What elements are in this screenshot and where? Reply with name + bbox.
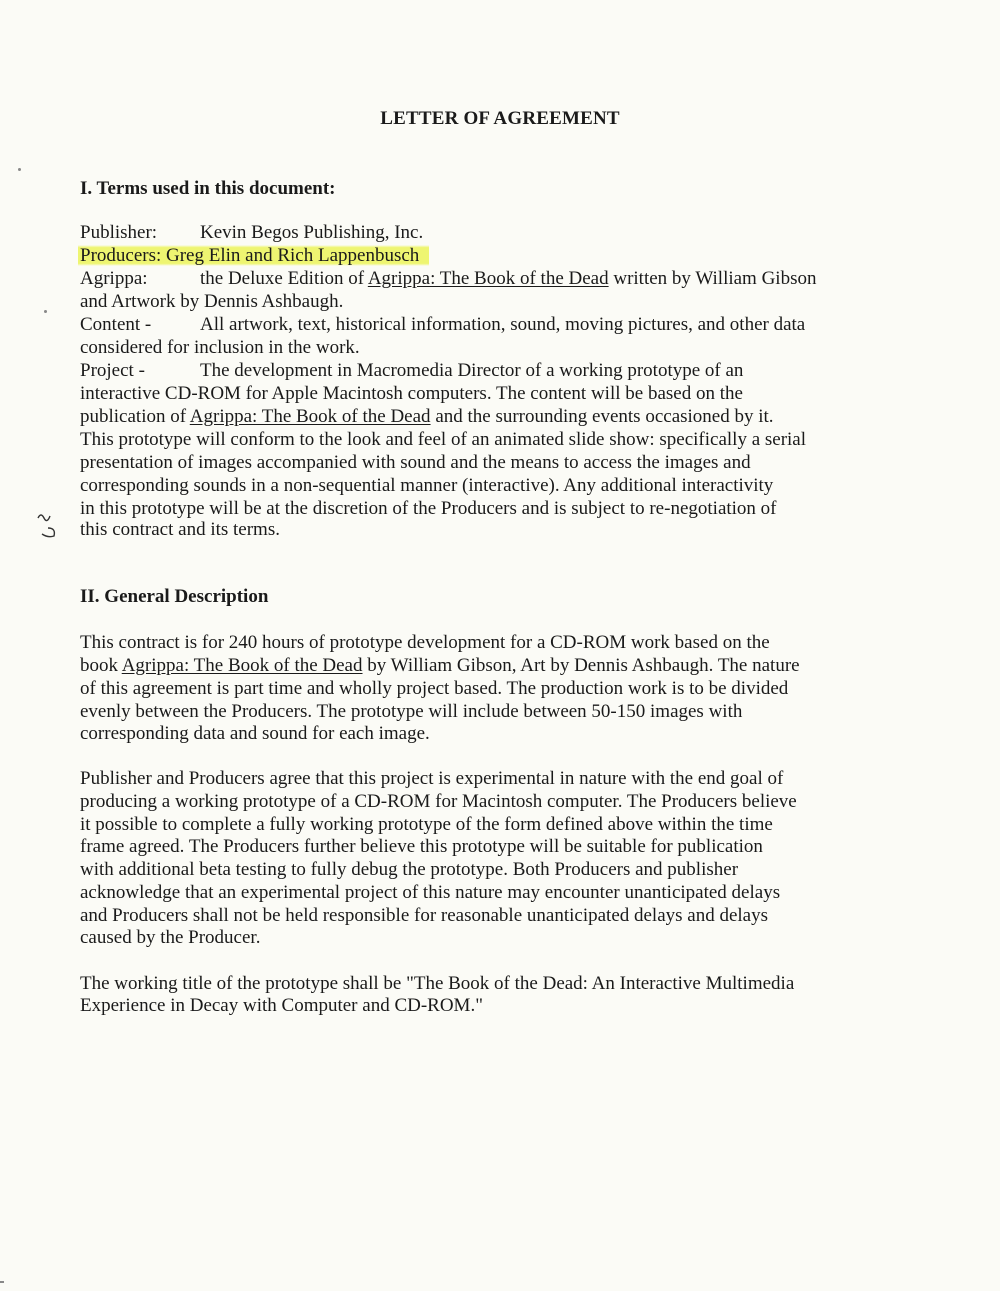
project-term bbox=[80, 360, 743, 382]
publisher-term bbox=[80, 222, 423, 244]
section-2-heading: II. General Description bbox=[80, 586, 269, 607]
content-label: Content - bbox=[80, 314, 152, 335]
p2-line-8: caused by the Producer. bbox=[80, 927, 261, 948]
p1-line-4: evenly between the Producers. The prototype will include between 50-150 images with bbox=[80, 701, 743, 722]
p1-line-5: corresponding data and sound for each image. bbox=[80, 723, 430, 744]
handwritten-margin-mark bbox=[34, 510, 64, 540]
content-term bbox=[80, 314, 805, 336]
agrippa-cont: and Artwork by Dennis Ashbaugh. bbox=[80, 291, 344, 312]
p1-line-3: of this agreement is part time and wholly project based. The production work is to be divided bbox=[80, 678, 789, 699]
p2-line-3: it possible to complete a fully working prototype of the form defined above within the time bbox=[80, 814, 773, 835]
content-cont: considered for inclusion in the work. bbox=[80, 337, 360, 358]
agrippa-pre: the Deluxe Edition of bbox=[200, 268, 368, 289]
p2-line-4: frame agreed. The Producers further believe this prototype will be suitable for publication bbox=[80, 836, 763, 857]
project-book-title: Agrippa: The Book of the Dead bbox=[189, 406, 431, 427]
project-l3-post: and the surrounding events occasioned by it. bbox=[430, 406, 774, 427]
p1-l2-pre: book bbox=[80, 655, 122, 676]
content-value: All artwork, text, historical information, sound, moving pictures, and other data bbox=[200, 314, 806, 335]
project-line-6: corresponding sounds in a non-sequential manner (interactive). Any additional interactivity bbox=[80, 475, 774, 496]
project-line-5: presentation of images accompanied with sound and the means to access the images and bbox=[80, 452, 751, 473]
project-l3-pre: publication of bbox=[80, 406, 190, 427]
scan-speck bbox=[44, 310, 47, 313]
producers-highlighted: Producers: Greg Elin and Rich Lappenbusch bbox=[78, 245, 429, 266]
agrippa-post: written by William Gibson bbox=[608, 268, 817, 289]
producers-term bbox=[80, 245, 429, 267]
agrippa-term bbox=[80, 268, 816, 290]
project-line-8: this contract and its terms. bbox=[80, 519, 280, 540]
project-line-2: interactive CD-ROM for Apple Macintosh computers. The content will be based on the bbox=[80, 383, 743, 404]
project-line-3 bbox=[80, 406, 774, 428]
p1-l2-post: by William Gibson, Art by Dennis Ashbaugh. The nature bbox=[362, 655, 800, 676]
p1-line-1: This contract is for 240 hours of prototype development for a CD-ROM work based on the bbox=[80, 632, 770, 653]
project-value: The development in Macromedia Director of a working prototype of an bbox=[200, 360, 744, 381]
project-line-7: in this prototype will be at the discretion of the Producers and is subject to re-negotiation of bbox=[80, 498, 777, 519]
publisher-value: Kevin Begos Publishing, Inc. bbox=[200, 222, 424, 243]
publisher-label: Publisher: bbox=[80, 222, 158, 243]
p2-line-5: with additional beta testing to fully debug the prototype. Both Producers and publisher bbox=[80, 859, 739, 880]
p1-line-2 bbox=[80, 655, 800, 677]
scan-speck bbox=[18, 168, 21, 171]
agrippa-book-title: Agrippa: The Book of the Dead bbox=[367, 268, 609, 289]
p2-line-7: and Producers shall not be held responsible for reasonable unanticipated delays and delays bbox=[80, 905, 769, 926]
p1-book-title: Agrippa: The Book of the Dead bbox=[121, 655, 363, 676]
project-label: Project - bbox=[80, 360, 145, 381]
project-line-4: This prototype will conform to the look and feel of an animated slide show: specifically a serial bbox=[80, 429, 807, 450]
p3-line-2: Experience in Decay with Computer and CD-ROM." bbox=[80, 995, 483, 1016]
p2-line-2: producing a working prototype of a CD-ROM for Macintosh computer. The Producers believe bbox=[80, 791, 797, 812]
p3-line-1: The working title of the prototype shall be "The Book of the Dead: An Interactive Multimedia bbox=[80, 973, 795, 994]
p2-line-1: Publisher and Producers agree that this project is experimental in nature with the end goal of bbox=[80, 768, 784, 789]
agrippa-label: Agrippa: bbox=[80, 268, 148, 289]
section-1-heading: I. Terms used in this document: bbox=[80, 178, 336, 199]
document-title: LETTER OF AGREEMENT bbox=[380, 108, 620, 129]
scan-speck bbox=[0, 1281, 4, 1283]
p2-line-6: acknowledge that an experimental project of this nature may encounter unanticipated delays bbox=[80, 882, 781, 903]
